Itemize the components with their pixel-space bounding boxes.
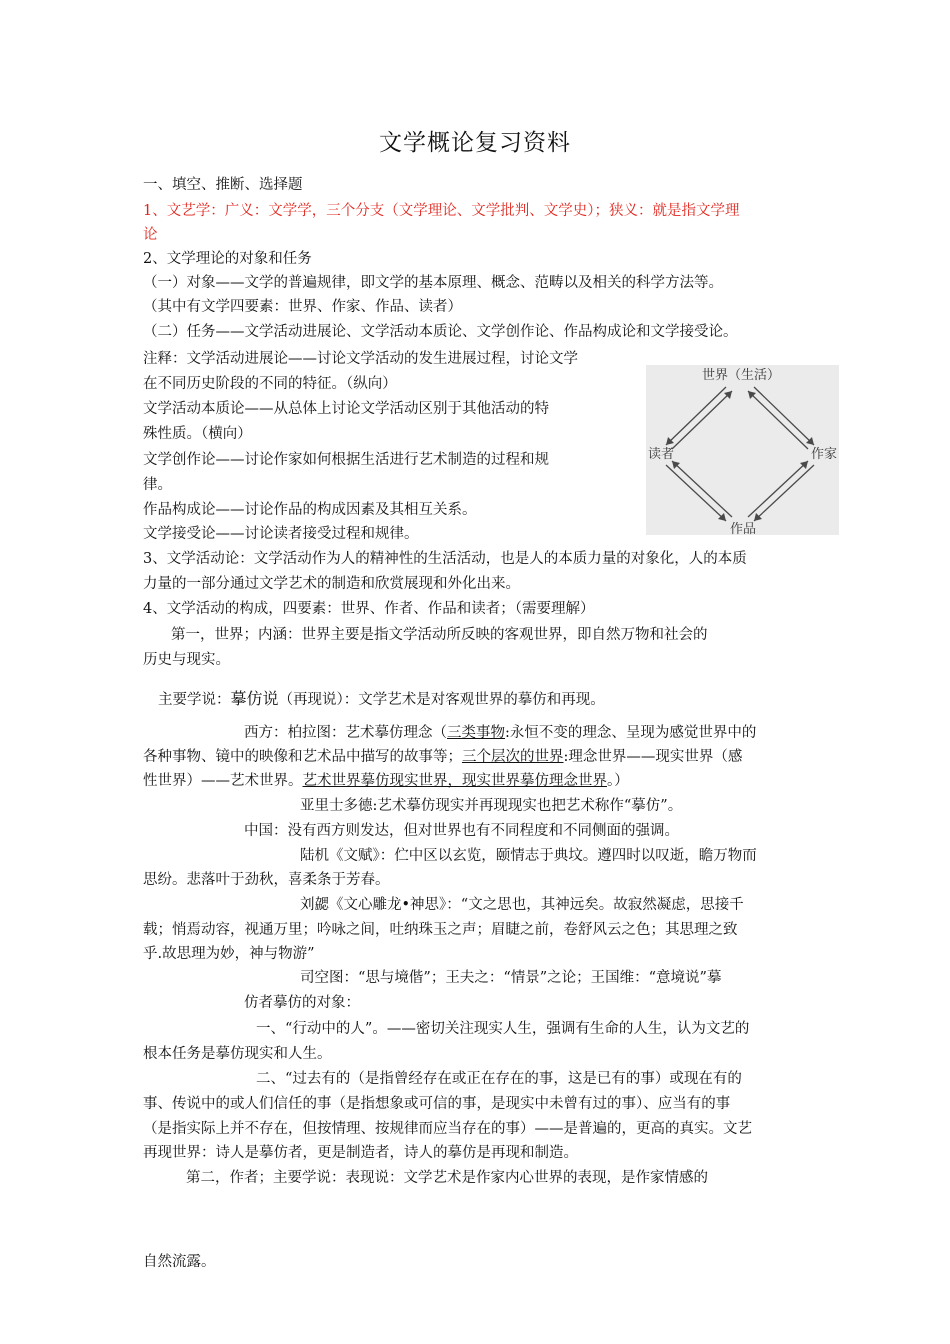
mimesis-line xyxy=(158,687,605,712)
paragraph-line: 殊性质。（横向） xyxy=(143,426,252,442)
paragraph-line: 陆机《文赋》：伫中区以玄览，颐情志于典坟。遵四时以叹逝，瞻万物而 xyxy=(300,848,757,864)
paragraph-line xyxy=(244,721,756,745)
arrow-line xyxy=(672,461,732,517)
text-run: （再现说）：文学艺术是对客观世界的摹仿和再现。 xyxy=(278,692,605,708)
paragraph-line: 文学接受论——讨论读者接受过程和规律。 xyxy=(143,526,419,542)
section-heading: 一、填空、推断、选择题 xyxy=(143,177,303,193)
paragraph-line: 载；悄焉动容，视通万里；吟咏之间，吐纳珠玉之声；眉睫之前，卷舒风云之色；其思理之致 xyxy=(143,922,738,938)
paragraph-line: （二）任务——文学活动进展论、文学活动本质论、文学创作论、作品构成论和文学接受论。 xyxy=(143,324,738,340)
paragraph-line: 中国：没有西方则发达，但对世界也有不同程度和不同侧面的强调。 xyxy=(244,823,679,839)
paragraph-line: 作品构成论——讨论作品的构成因素及其相互关系。 xyxy=(143,502,477,518)
paragraph-line xyxy=(143,745,742,769)
arrow-line xyxy=(666,387,726,445)
text-run: 性世界）——艺术世界。 xyxy=(143,773,303,789)
paragraph-line: （一）对象——文学的普遍规律，即文学的基本原理、概念、范畴以及相关的科学方法等。 xyxy=(143,275,723,291)
diagram-label-author: 作家 xyxy=(811,447,838,462)
arrow-line xyxy=(666,465,726,521)
paragraph-line: 一、“行动中的人”。——密切关注现实人生，强调有生命的人生，认为文艺的 xyxy=(256,1021,750,1037)
paragraph-line: 司空图：“思与境偕”；王夫之：“情景”之论；王国维：“意境说”摹 xyxy=(300,970,722,986)
arrow-line xyxy=(754,465,814,521)
paragraph-line: 注释：文学活动进展论——讨论文学活动的发生进展过程，讨论文学 xyxy=(143,351,578,367)
paragraph-line: 2、文学理论的对象和任务 xyxy=(143,251,312,267)
underlined-text: 艺术世界摹仿现实世界，现实世界摹仿理念世界 xyxy=(302,773,607,789)
paragraph-line: 乎.故思理为妙，神与物游” xyxy=(143,946,315,962)
paragraph-line: 仿者摹仿的对象： xyxy=(244,995,360,1011)
literary-elements-diagram xyxy=(646,365,839,535)
paragraph-line: 3、文学活动论：文学活动作为人的精神性的生活活动，也是人的本质力量的对象化，人的本质 xyxy=(143,551,747,567)
paragraph-line: 第一，世界；内涵：世界主要是指文学活动所反映的客观世界，即自然万物和社会的 xyxy=(171,627,708,643)
paragraph-line: 二、“过去有的（是指曾经存在或正在存在的事，这是已有的事）或现在有的 xyxy=(256,1071,742,1087)
paragraph-line: 力量的一部分通过文学艺术的制造和欣赏展现和外化出来。 xyxy=(143,576,520,592)
paragraph-line: 亚里士多德:艺术摹仿现实并再现现实也把艺术称作“摹仿”。 xyxy=(300,798,683,814)
paragraph-line: 第二，作者；主要学说：表现说：文学艺术是作家内心世界的表现，是作家情感的 xyxy=(186,1170,708,1186)
arrow-line xyxy=(748,391,808,449)
diagram-label-work: 作品 xyxy=(730,522,757,535)
diagram-label-reader: 读者 xyxy=(648,447,675,462)
paragraph-line: 历史与现实。 xyxy=(143,652,230,668)
paragraph-line: 律。 xyxy=(143,477,172,493)
document-title: 文学概论复习资料 xyxy=(379,130,571,156)
paragraph-line: （是指实际上并不存在，但按情理、按规律而应当存在的事）——是普遍的，更高的真实。文艺 xyxy=(143,1121,752,1137)
text-run: 。） xyxy=(607,773,629,789)
paragraph-line: 文学创作论——讨论作家如何根据生活进行艺术制造的过程和规 xyxy=(143,452,549,468)
definition-line-red: 1、文艺学：广义：文学学，三个分支（文学理论、文学批判、文学史）；狭义：就是指文学理 xyxy=(143,203,740,219)
text-run: 各种事物、镜中的映像和艺术品中描写的故事等； xyxy=(143,749,462,765)
paragraph-line: 再现世界：诗人是摹仿者，更是制造者，诗人的摹仿是再现和制造。 xyxy=(143,1145,578,1161)
paragraph-line: 事、传说中的或人们信任的事（是指想象或可信的事，是现实中未曾有过的事）、应当有的事 xyxy=(143,1096,731,1112)
underlined-text: 三类事物 xyxy=(447,725,505,741)
paragraph-line: 刘勰《文心雕龙•神思》：“文之思也，其神远矣。故寂然凝虑，思接千 xyxy=(300,897,744,913)
arrow-line xyxy=(748,461,808,517)
underlined-text: 三个层次的世界 xyxy=(462,749,564,765)
text-run: :永恒不变的理念、呈现为感觉世界中的 xyxy=(505,725,757,741)
text-run: 西方：柏拉图：艺术摹仿理念（ xyxy=(244,725,447,741)
paragraph-line: 在不同历史阶段的不同的特征。（纵向） xyxy=(143,376,397,392)
paragraph-line xyxy=(143,769,629,793)
definition-line-red-cont: 论 xyxy=(143,227,158,243)
paragraph-line: 文学活动本质论——从总体上讨论文学活动区别于其他活动的特 xyxy=(143,401,549,417)
paragraph-line: 自然流露。 xyxy=(143,1254,216,1270)
paragraph-line: （其中有文学四要素：世界、作家、作品、读者） xyxy=(143,299,462,315)
text-run: 主要学说： xyxy=(158,692,231,708)
mimesis-term: 摹仿说 xyxy=(230,689,279,708)
paragraph-line: 根本任务是摹仿现实和人生。 xyxy=(143,1046,332,1062)
diagram-label-world: 世界（生活） xyxy=(702,368,781,383)
arrow-line xyxy=(754,387,814,445)
paragraph-line: 思纷。悲落叶于劲秋，喜柔条于芳春。 xyxy=(143,872,390,888)
text-run: :理念世界——现实世界（感 xyxy=(563,749,743,765)
paragraph-line: 4、文学活动的构成，四要素：世界、作者、作品和读者；（需要理解） xyxy=(143,601,595,617)
arrow-line xyxy=(672,391,732,449)
